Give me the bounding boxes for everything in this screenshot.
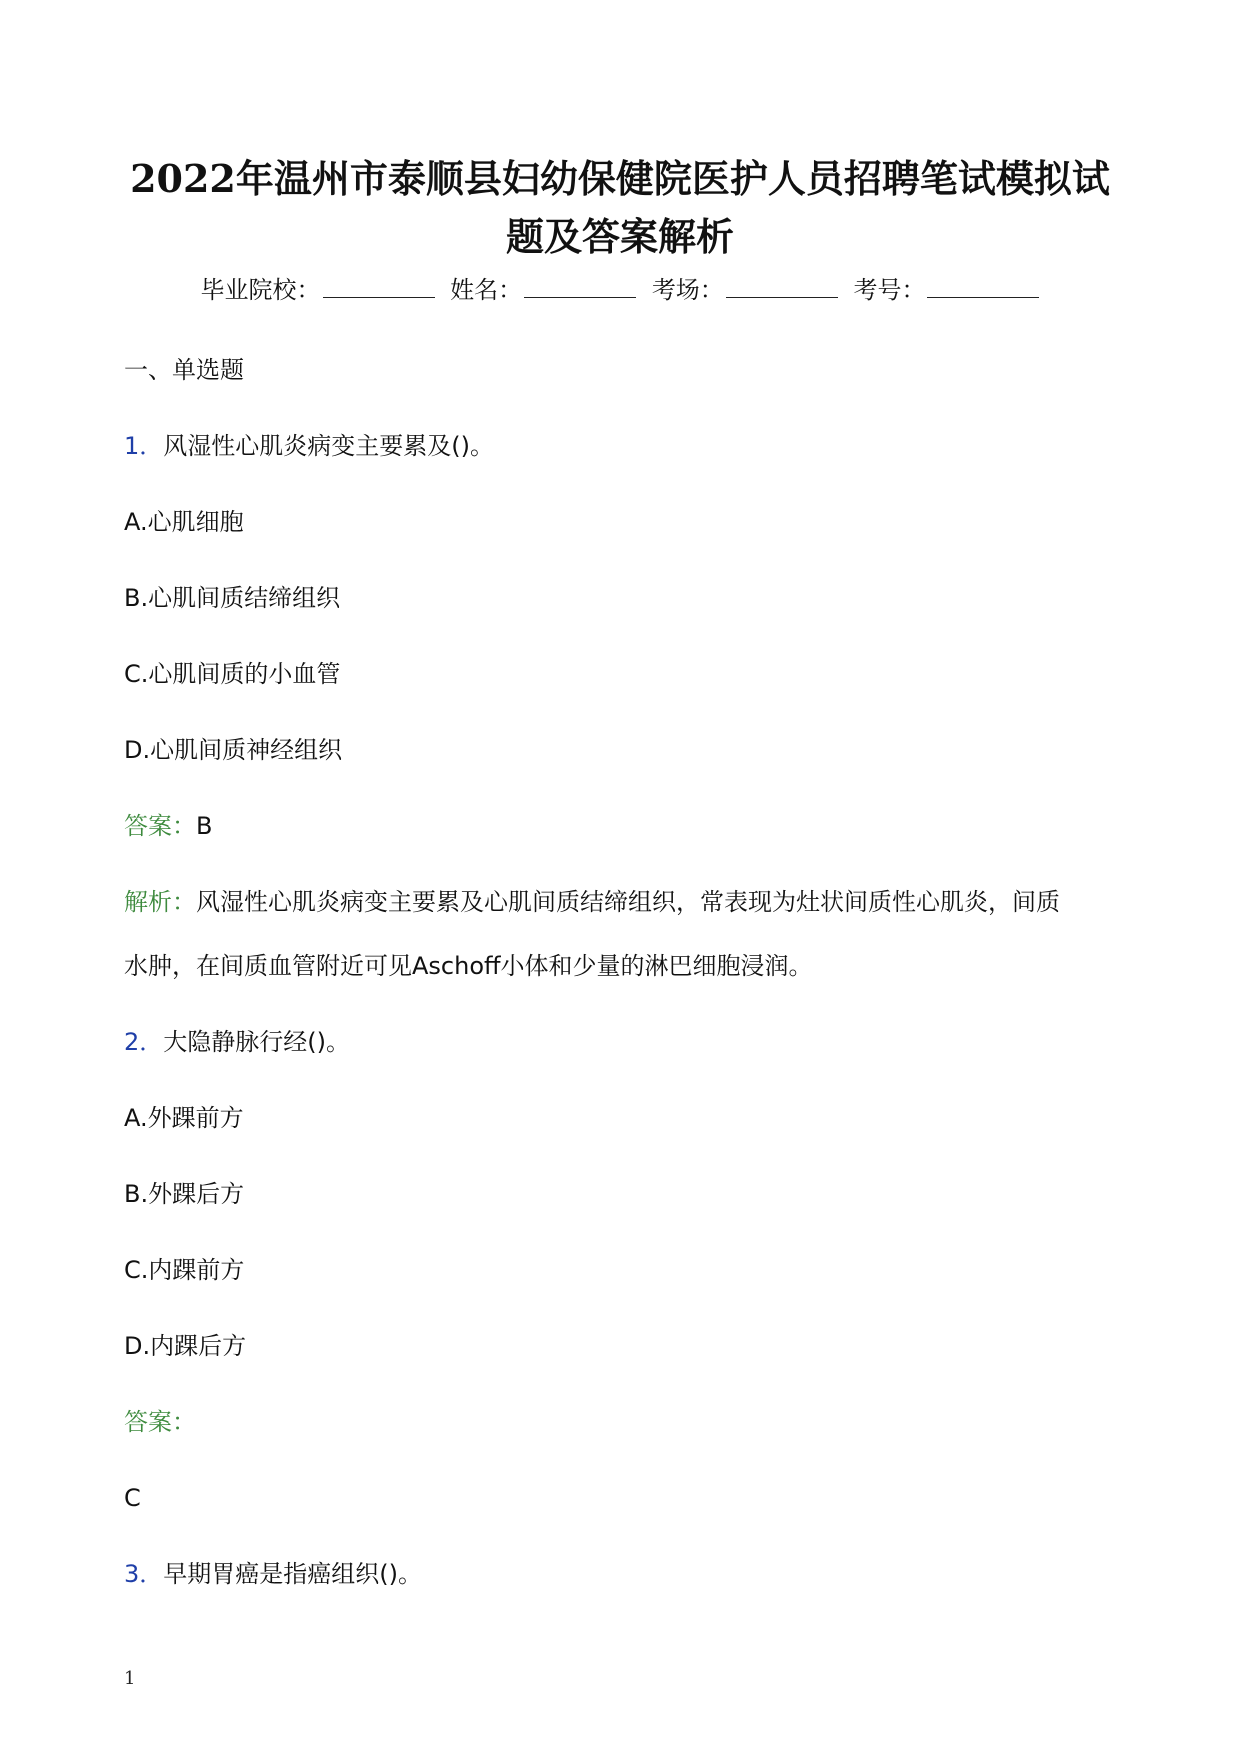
- school-blank: [323, 275, 435, 298]
- question-1-stem: [124, 428, 494, 464]
- question-1-option-a: A.心肌细胞: [124, 508, 244, 536]
- question-2-answer-label: 答案：: [124, 1408, 196, 1436]
- school-label: 毕业院校：: [200, 276, 321, 304]
- question-2-option-b: B.外踝后方: [124, 1180, 245, 1208]
- section-heading: 一、单选题: [124, 356, 244, 384]
- page-number: 1: [124, 1668, 136, 1689]
- room-blank: [726, 275, 838, 298]
- question-2-stem: [124, 1024, 350, 1060]
- question-2-option-c: C.内踝前方: [124, 1256, 245, 1284]
- question-3-text: 早期胃癌是指癌组织()。: [163, 1560, 423, 1588]
- question-2-answer-value: C: [124, 1484, 141, 1512]
- number-field: [853, 272, 1039, 308]
- question-1-option-b: B.心肌间质结缔组织: [124, 584, 341, 612]
- room-field: [652, 272, 838, 308]
- question-1-answer: [124, 808, 212, 844]
- question-2-number: 2．: [124, 1028, 164, 1056]
- question-2-option-d: D.内踝后方: [124, 1332, 247, 1360]
- question-3-number: 3．: [124, 1560, 164, 1588]
- name-blank: [524, 275, 636, 298]
- question-1-number: 1．: [124, 432, 164, 460]
- question-1-option-d: D.心肌间质神经组织: [124, 736, 343, 764]
- question-3-stem: [124, 1556, 422, 1592]
- room-label: 考场：: [651, 276, 724, 304]
- number-blank: [927, 275, 1039, 298]
- analysis-text-1: 风湿性心肌炎病变主要累及心肌间质结缔组织，常表现为灶状间质性心肌炎，间质: [196, 888, 1060, 916]
- document-title-line-1: 2022年温州市泰顺县妇幼保健院医护人员招聘笔试模拟试: [130, 156, 1110, 201]
- school-field: [201, 272, 435, 308]
- question-1-option-c: C.心肌间质的小血管: [124, 660, 341, 688]
- answer-value: B: [196, 812, 213, 840]
- answer-label: 答案：: [124, 812, 196, 840]
- analysis-label: 解析：: [124, 888, 196, 916]
- question-2-text: 大隐静脉行经()。: [163, 1028, 351, 1056]
- document-title-line-2: 题及答案解析: [505, 214, 734, 259]
- name-field: [450, 272, 636, 308]
- number-label: 考号：: [853, 276, 926, 304]
- question-1-analysis-line-2: 水肿，在间质血管附近可见Aschoff小体和少量的淋巴细胞浸润。: [124, 952, 813, 980]
- question-1-analysis-line-1: [124, 884, 1060, 920]
- candidate-info-row: [0, 272, 1240, 308]
- name-label: 姓名：: [450, 276, 523, 304]
- question-2-option-a: A.外踝前方: [124, 1104, 244, 1132]
- question-1-text: 风湿性心肌炎病变主要累及()。: [163, 432, 495, 460]
